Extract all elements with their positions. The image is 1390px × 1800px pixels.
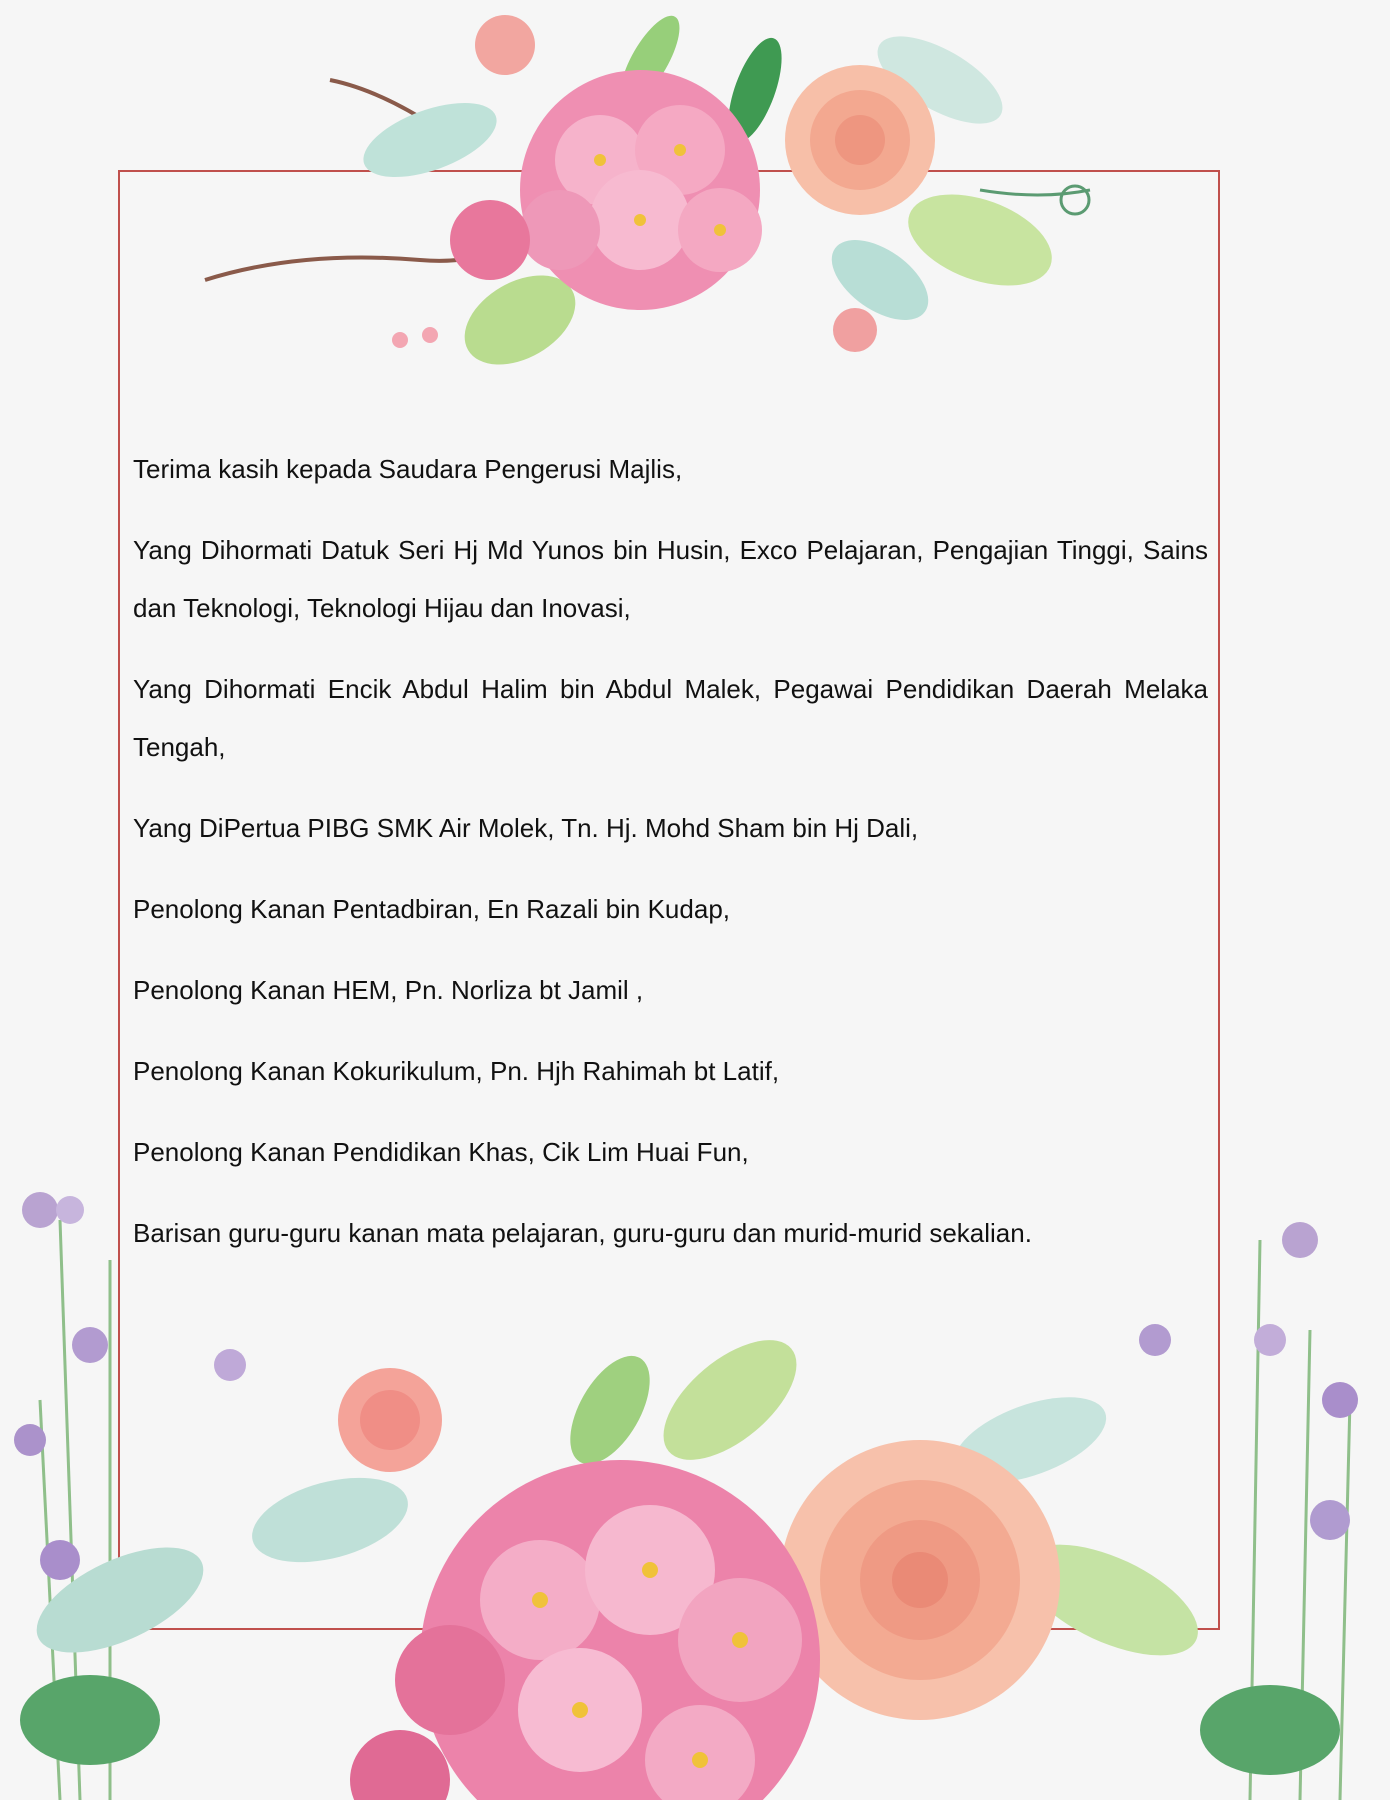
salutation-district-officer: Yang Dihormati Encik Abdul Halim bin Abdul Malek, Pegawai Pendidikan Daerah Melaka Tengah, [133, 674, 1208, 762]
salutation-senior-assistant-special-education: Penolong Kanan Pendidikan Khas, Cik Lim Huai Fun, [133, 1137, 749, 1167]
salutation-chairman: Terima kasih kepada Saudara Pengerusi Majlis, [133, 454, 683, 484]
salutation-senior-assistant-admin: Penolong Kanan Pentadbiran, En Razali bin Kudap, [133, 894, 730, 924]
salutation-teachers-students: Barisan guru-guru kanan mata pelajaran, guru-guru dan murid-murid sekalian. [133, 1218, 1032, 1248]
salutation-exco: Yang Dihormati Datuk Seri Hj Md Yunos bin Husin, Exco Pelajaran, Pengajian Tinggi, Sains dan Teknologi, Teknologi Hijau dan Inovasi, [133, 535, 1208, 623]
salutation-senior-assistant-cocurriculum: Penolong Kanan Kokurikulum, Pn. Hjh Rahimah bt Latif, [133, 1056, 780, 1086]
salutation-senior-assistant-hem: Penolong Kanan HEM, Pn. Norliza bt Jamil , [133, 975, 644, 1005]
letter-body [133, 440, 1208, 1285]
salutation-pibg-president: Yang DiPertua PIBG SMK Air Molek, Tn. Hj. Mohd Sham bin Hj Dali, [133, 813, 919, 843]
